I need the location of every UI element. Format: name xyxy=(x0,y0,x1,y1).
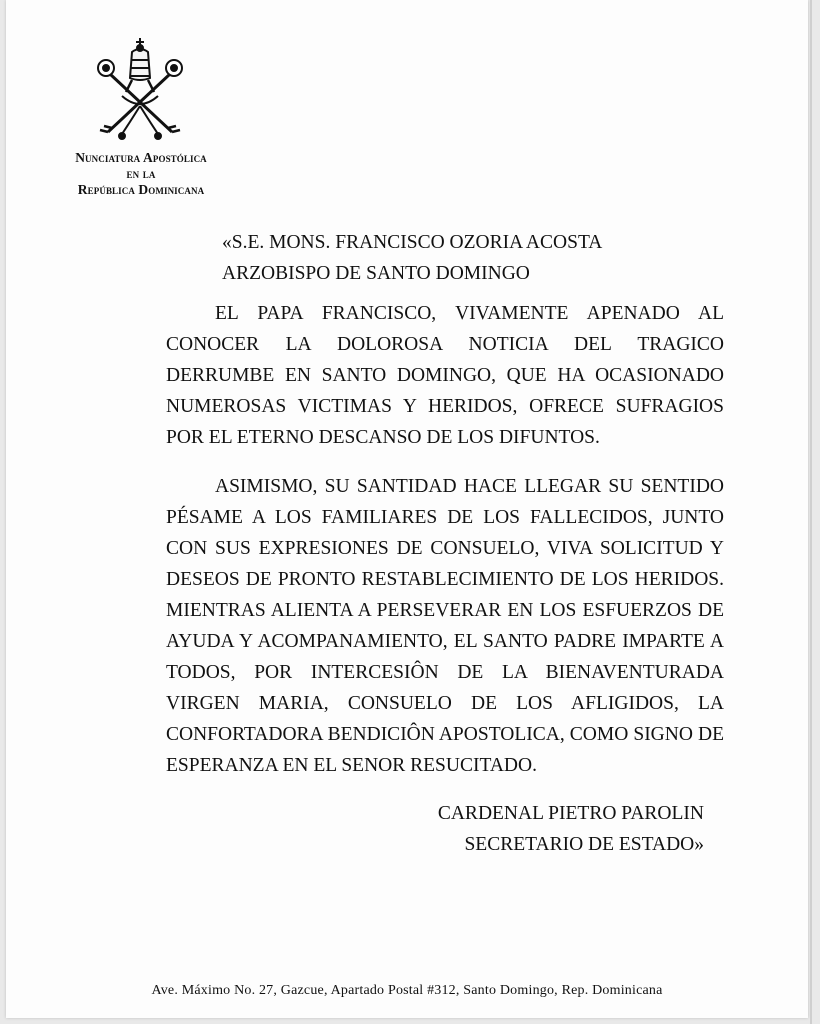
letterhead xyxy=(56,150,226,198)
letter-page xyxy=(6,0,808,1018)
body-paragraph-2 xyxy=(166,471,724,781)
signatory-name: CARDENAL PIETRO PAROLIN xyxy=(437,803,704,824)
letterhead-line-3: República Dominicana xyxy=(77,182,205,197)
signatory-title: SECRETARIO DE ESTADO» xyxy=(464,834,704,855)
body-paragraph-1-text: EL PAPA FRANCISCO, VIVAMENTE APENADO AL CONOCER LA DOLOROSA NOTICIA DEL TRAGICO DERRUMBE EN SANTO DOMINGO, QUE HA OCASIONADO NUMEROSAS VICTIMAS Y HERIDOS, OFRECE SUFRAGIOS POR EL ETERNO DESCANSO DE LOS DIFUNTOS. xyxy=(166,303,724,448)
page-edge xyxy=(810,0,812,1024)
addressee-name: «S.E. MONS. FRANCISCO OZORIA ACOSTA xyxy=(222,232,603,253)
body-paragraph-2-text: ASIMISMO, SU SANTIDAD HACE LLEGAR SU SENTIDO PÉSAME A LOS FAMILIARES DE LOS FALLECIDOS, JUNTO CON SUS EXPRESIONES DE CONSUELO, VIVA SOLICITUD Y DESEOS DE PRONTO RESTABLECIMIENTO DE LOS HERIDOS. MIENTRAS ALIENTA A PERSEVERAR EN LOS ESFUERZOS DE AYUDA Y ACOMPANAMIENTO, EL SANTO PADRE IMPARTE A TODOS, POR INTERCESIÔN DE LA BIENAVENTURADA VIRGEN MARIA, CONSUELO DE LOS AFLIGIDOS, LA CONFORTADORA BENDICIÔN APOSTOLICA, COMO SIGNO DE ESPERANZA EN EL SENOR RESUCITADO. xyxy=(166,476,724,776)
papal-crest-icon xyxy=(92,34,188,142)
letterhead-line-2: en la xyxy=(126,166,156,181)
addressee-block xyxy=(222,227,602,289)
addressee-title: ARZOBISPO DE SANTO DOMINGO xyxy=(222,263,530,284)
body-paragraph-1 xyxy=(166,298,724,453)
signature-block xyxy=(438,798,704,860)
footer-address: Ave. Máximo No. 27, Gazcue, Apartado Postal #312, Santo Domingo, Rep. Dominicana xyxy=(151,983,663,998)
letterhead-line-1: Nunciatura Apostólica xyxy=(75,150,207,165)
